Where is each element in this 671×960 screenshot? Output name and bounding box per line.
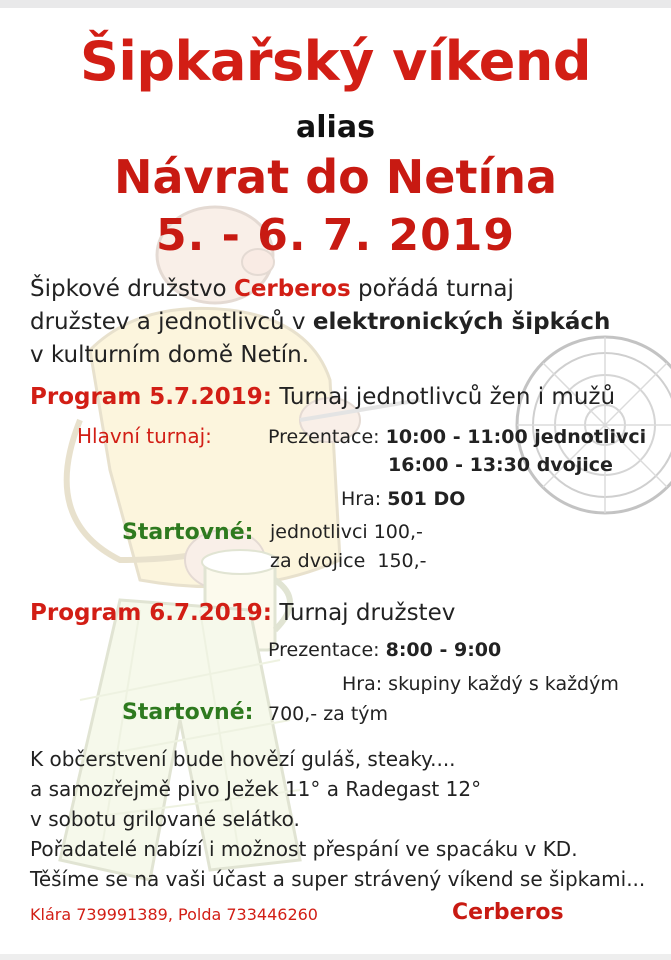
program-label: Program 5.7.2019:: [30, 384, 272, 410]
program-description: Turnaj družstev: [279, 600, 456, 626]
note-line: v sobotu grilované selátko.: [30, 807, 300, 831]
fee-label-day1: Startovné:: [122, 520, 254, 545]
contact-info: Klára 739991389, Polda 733446260: [30, 905, 318, 924]
organizer-signature: Cerberos: [452, 900, 564, 925]
program-label: Program 6.7.2019:: [30, 600, 272, 626]
fee-single: jednotlivci 100,-: [270, 521, 423, 543]
event-subtitle: Návrat do Netína: [113, 150, 558, 204]
registration-label: Prezentace:: [268, 426, 386, 448]
program-day2: [30, 600, 455, 626]
intro-text: Šipkové družstvo: [30, 276, 234, 302]
note-line: Pořadatelé nabízí i možnost přespání ve spacáku v KD.: [30, 837, 578, 861]
alias-label: alias: [296, 110, 375, 145]
note-line: Těšíme se na vaši účast a super strávený víkend se šipkami...: [30, 867, 646, 891]
game-day1: [341, 488, 465, 510]
program-day1: [30, 384, 615, 410]
fee-pair: za dvojice 150,-: [270, 550, 427, 572]
registration-time: 8:00 - 9:00: [385, 639, 502, 661]
note-line: K občerstvení bude hovězí guláš, steaky....: [30, 747, 456, 771]
game-value: 501 DO: [387, 488, 466, 510]
intro-line-2: [30, 309, 610, 335]
intro-highlight: elektronických šipkách: [312, 309, 611, 335]
intro-line-1: [30, 276, 514, 302]
registration-label: Prezentace:: [268, 639, 386, 661]
note-line: a samozřejmě pivo Ježek 11° a Radegast 12°: [30, 777, 482, 801]
registration-day2: [268, 639, 501, 661]
program-description: Turnaj jednotlivců žen i mužů: [279, 384, 616, 410]
bottom-edge: [0, 954, 671, 960]
registration-time-2: 16:00 - 13:30 dvojice: [388, 454, 613, 476]
game-label: Hra:: [341, 488, 388, 510]
team-name: Cerberos: [233, 276, 351, 302]
main-tournament-label: Hlavní turnaj:: [77, 424, 212, 448]
fee-label-day2: Startovné:: [122, 700, 254, 725]
registration-time: 10:00 - 11:00 jednotlivci: [385, 426, 647, 448]
intro-text: pořádá turnaj: [350, 276, 514, 302]
intro-line-3: v kulturním domě Netín.: [30, 342, 310, 368]
fee-team: 700,- za tým: [268, 703, 389, 725]
game-day2: Hra: skupiny každý s každým: [342, 673, 619, 695]
intro-text: družstev a jednotlivců v: [30, 309, 313, 335]
event-date: 5. - 6. 7. 2019: [156, 210, 515, 261]
event-title: Šipkařský víkend: [80, 30, 591, 93]
registration-day1: [268, 426, 646, 448]
